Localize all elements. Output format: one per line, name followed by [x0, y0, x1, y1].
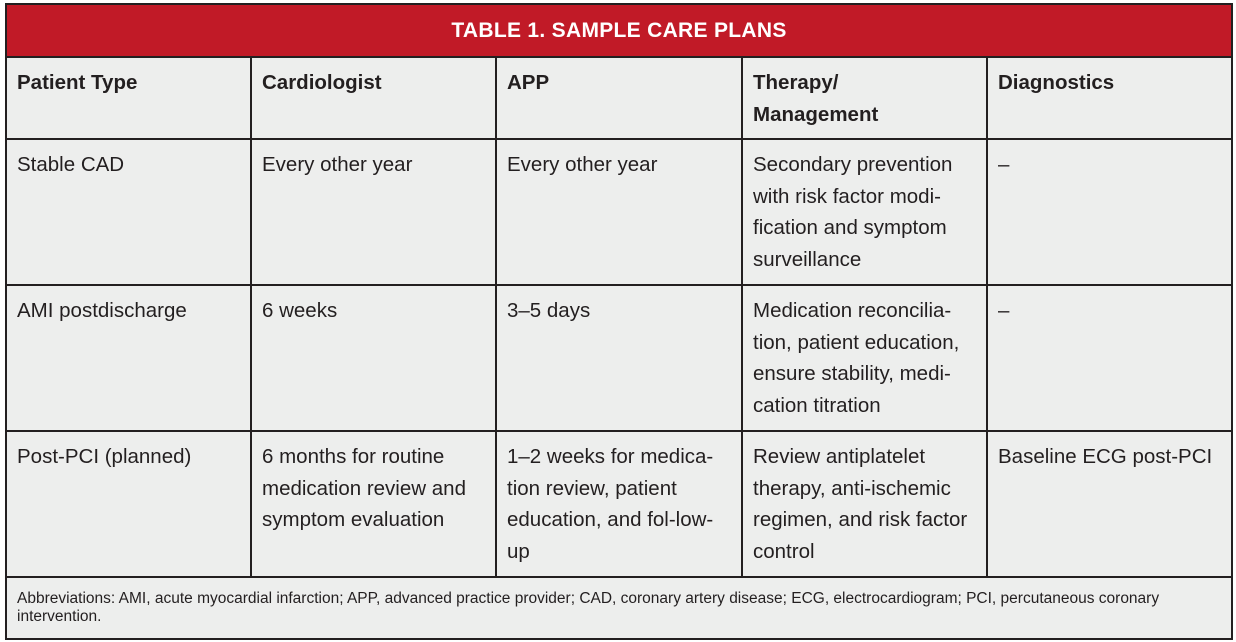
cell-diagnostics: – — [998, 299, 1010, 322]
cell-therapy: Medication reconcilia-tion, patient education, ensure stability, medi-cation titration — [743, 286, 988, 430]
care-plans-table — [5, 3, 1233, 640]
cell-cardiologist: Every other year — [252, 140, 497, 284]
cell-cardiologist: 6 months for routine medication review and symptom evaluation — [252, 432, 497, 576]
cell-patient-type: AMI postdischarge — [7, 286, 252, 430]
header-therapy: Therapy/ Management — [743, 58, 988, 138]
cell-cardiologist: 6 weeks — [252, 286, 497, 430]
cell-therapy: Review antiplatelet therapy, anti-ischemic regimen, and risk factor control — [743, 432, 988, 576]
table-footnote: Abbreviations: AMI, acute myocardial infarction; APP, advanced practice provider; CAD, coronary artery disease; ECG, electrocardiogram; PCI, percutaneous coronary intervention. — [17, 590, 1160, 625]
header-patient-type: Patient Type — [7, 58, 252, 138]
table-title: TABLE 1. SAMPLE CARE PLANS — [7, 5, 1231, 58]
cell-patient-type: Stable CAD — [7, 140, 252, 284]
cell-app: Every other year — [497, 140, 743, 284]
cell-patient-type: Post-PCI (planned) — [7, 432, 252, 576]
header-app: APP — [497, 58, 743, 138]
table-row — [7, 140, 1231, 286]
header-row — [7, 58, 1231, 140]
table-row — [7, 286, 1231, 432]
cell-app: 3–5 days — [497, 286, 743, 430]
header-cardiologist: Cardiologist — [252, 58, 497, 138]
cell-diagnostics: Baseline ECG post-PCI — [998, 445, 1213, 468]
cell-therapy: Secondary prevention with risk factor modi-fication and symptom surveillance — [743, 140, 988, 284]
cell-diagnostics: – — [998, 153, 1010, 176]
cell-app: 1–2 weeks for medica-tion review, patient education, and fol-low-up — [497, 432, 743, 576]
header-diagnostics: Diagnostics — [998, 71, 1115, 94]
table-row — [7, 432, 1231, 578]
